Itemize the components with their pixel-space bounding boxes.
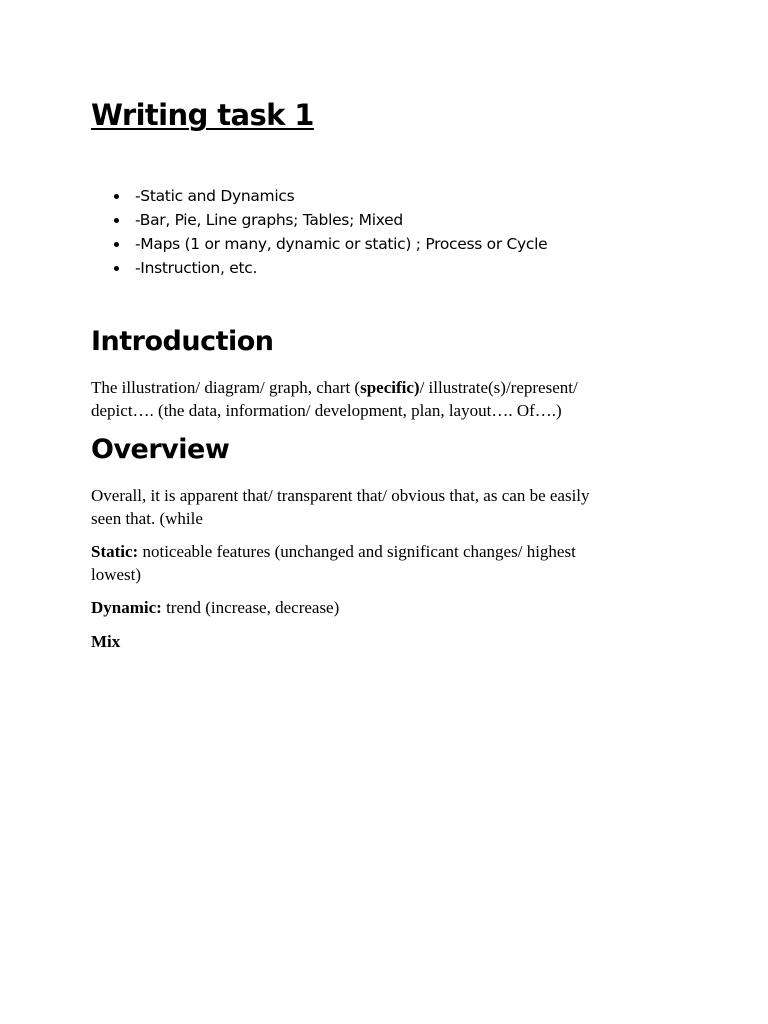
- list-item: -Maps (1 or many, dynamic or static) ; Process or Cycle: [112, 232, 547, 256]
- static-label: Static:: [91, 542, 139, 561]
- overview-heading: Overview: [91, 434, 230, 465]
- document-title: Writing task 1: [91, 98, 314, 132]
- static-line-2: lowest): [91, 565, 142, 584]
- static-line-1: [91, 540, 681, 563]
- introduction-paragraph: [91, 376, 681, 422]
- mix-paragraph: [91, 630, 681, 653]
- introduction-line-2: depict…. (the data, information/ development, plan, layout…. Of….): [91, 401, 562, 420]
- dynamic-paragraph: [91, 596, 681, 619]
- list-item: -Instruction, etc.: [112, 256, 547, 280]
- dynamic-label: Dynamic:: [91, 598, 162, 617]
- list-item: -Static and Dynamics: [112, 184, 547, 208]
- list-item: -Bar, Pie, Line graphs; Tables; Mixed: [112, 208, 547, 232]
- overview-line-1: Overall, it is apparent that/ transparent that/ obvious that, as can be easily: [91, 486, 590, 505]
- overview-line-2: seen that. (while: [91, 509, 203, 528]
- introduction-text: / illustrate(s)/represent/: [419, 378, 578, 397]
- introduction-bold-text: specific): [360, 378, 420, 397]
- dynamic-text: trend (increase, decrease): [161, 598, 340, 617]
- introduction-text: The illustration/ diagram/ graph, chart (: [91, 378, 361, 397]
- dynamic-line: [91, 596, 681, 619]
- static-text: noticeable features (unchanged and significant changes/ highest: [138, 542, 576, 561]
- mix-label: Mix: [91, 632, 121, 651]
- task-type-list: [112, 184, 547, 280]
- introduction-heading: Introduction: [91, 326, 274, 357]
- overview-paragraph: [91, 484, 681, 530]
- introduction-line-1: [91, 376, 681, 399]
- static-paragraph: [91, 540, 681, 586]
